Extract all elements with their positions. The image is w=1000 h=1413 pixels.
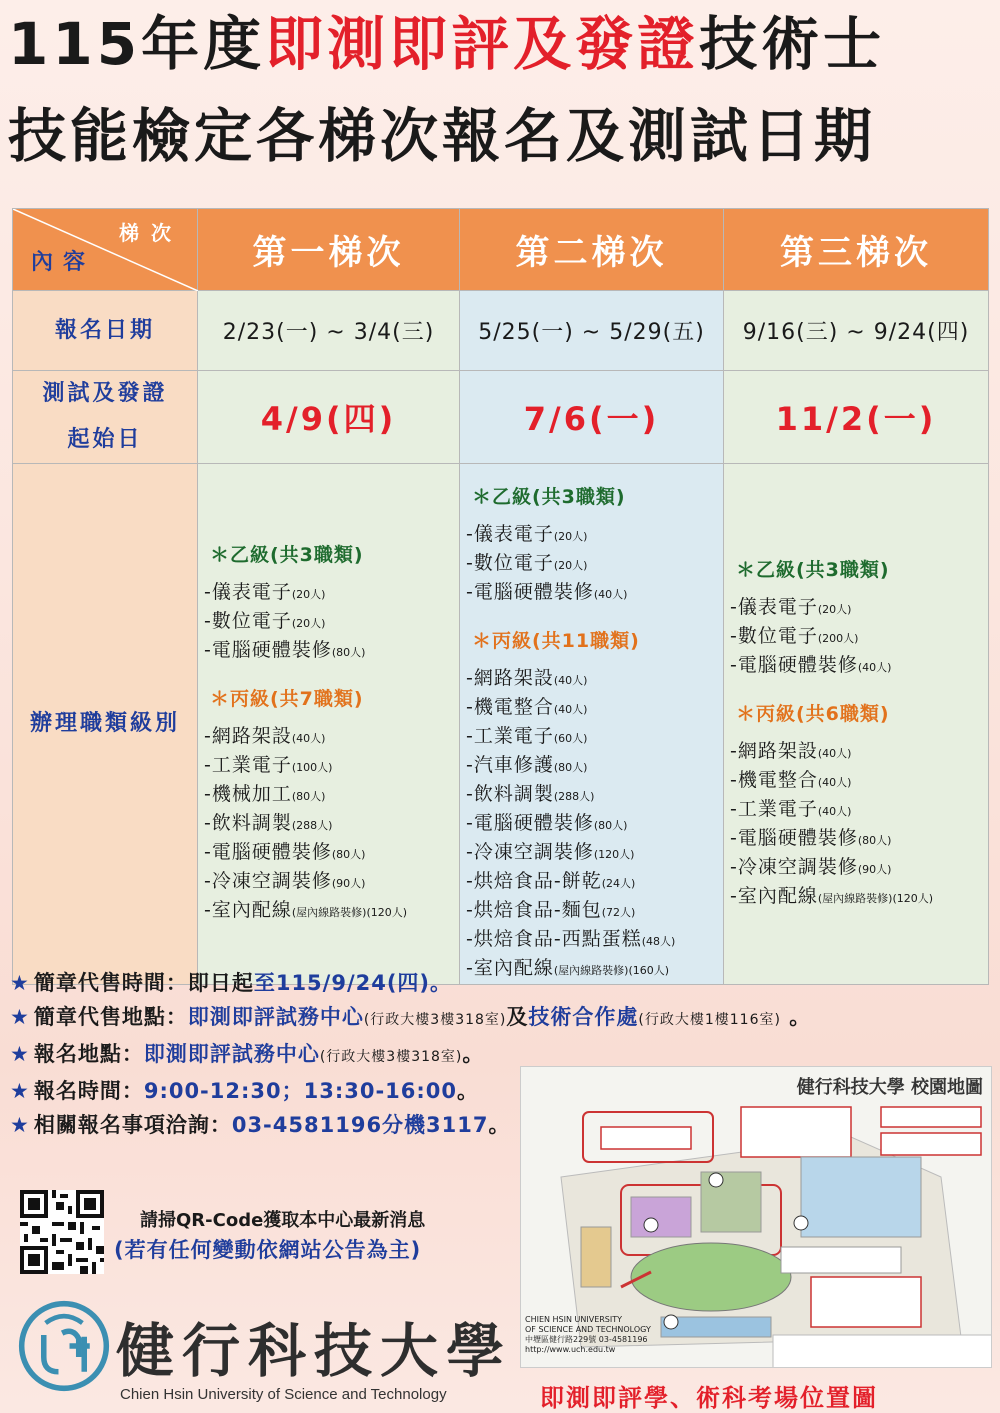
qr-code-icon[interactable] — [20, 1190, 104, 1274]
jobs-row — [13, 464, 989, 985]
list-item — [730, 883, 988, 912]
page-title-line-2: 技能檢定各梯次報名及測試日期 — [8, 102, 877, 170]
header-batch-3: 第三梯次 — [724, 209, 989, 291]
sale-place-and: 及 — [506, 1005, 529, 1029]
job-quota: (80人) — [553, 761, 588, 774]
list-item — [204, 868, 459, 897]
sale-place-1-note: (行政大樓3樓318室) — [363, 1012, 507, 1028]
sale-place-end: 。 — [780, 1005, 812, 1029]
jobs-cell-2 — [460, 464, 724, 985]
job-name: -機械加工 — [204, 783, 292, 805]
star-icon: ★ — [10, 1079, 30, 1103]
job-name: -儀表電子 — [204, 581, 292, 603]
job-name: -網路架設 — [730, 739, 818, 762]
list-item — [204, 579, 459, 608]
reg-place-label: 報名地點： — [33, 1042, 144, 1066]
reg-place-note: (行政大樓3樓318室) — [319, 1049, 463, 1065]
job-quota: (80人) — [593, 819, 628, 832]
job-name: -機電整合 — [466, 696, 554, 718]
title-suffix: 技術士 — [699, 10, 886, 78]
job-name: -冷凍空調裝修 — [466, 841, 594, 863]
job-name: -工業電子 — [204, 754, 292, 776]
qr-instruction: 請掃QR-Code獲取本中心最新消息 — [140, 1210, 426, 1231]
row-label-jobs: 辦理職類級別 — [13, 464, 198, 985]
list-item — [466, 926, 723, 955]
map-caption: 即測即評學、術科考場位置圖 — [540, 1384, 878, 1412]
list-item — [730, 767, 988, 796]
title-year: 115年度 — [8, 10, 266, 78]
job-quota: (80人) — [857, 833, 892, 847]
row-label-test — [13, 371, 198, 464]
list-item — [466, 694, 723, 723]
list-item — [730, 796, 988, 825]
info-sale-time — [10, 966, 811, 1000]
job-quota: (屋內線路裝修)(120人) — [291, 906, 408, 919]
reg-date-3: 9/16(三) ~ 9/24(四) — [724, 291, 989, 371]
jobs-cell-3 — [724, 464, 989, 985]
spacer — [730, 681, 988, 697]
job-quota: (40人) — [291, 732, 326, 745]
level-b-title: ＊乙級(共3職類) — [736, 558, 890, 581]
star-icon: ★ — [10, 1042, 30, 1066]
sale-place-1: 即測即評試務中心 — [187, 1005, 364, 1029]
list-item — [466, 521, 723, 550]
list-item — [730, 652, 988, 681]
job-name: -網路架設 — [204, 725, 292, 747]
test-date-2: 7/6(一) — [460, 371, 724, 464]
spacer — [204, 666, 459, 682]
job-name: -室內配線 — [730, 884, 818, 907]
list-item — [204, 608, 459, 637]
header-row — [13, 209, 989, 291]
list-item — [204, 897, 459, 926]
university-name-cn: 健行科技大學 — [116, 1317, 513, 1385]
reg-time-label: 報名時間： — [33, 1079, 144, 1103]
list-item — [466, 781, 723, 810]
university-logo-icon — [18, 1300, 110, 1392]
job-name: -工業電子 — [466, 725, 554, 747]
list-item — [466, 550, 723, 579]
job-name: -電腦硬體裝修 — [466, 812, 594, 834]
level-c-title: ＊丙級(共7職類) — [210, 688, 364, 710]
job-name: -機電整合 — [730, 768, 818, 791]
job-name: -室內配線 — [204, 899, 292, 921]
list-item — [204, 637, 459, 666]
spacer — [466, 608, 723, 624]
job-quota: (40人) — [817, 775, 852, 789]
map-title: 健行科技大學 校園地圖 — [796, 1077, 983, 1098]
info-sale-place — [10, 1000, 811, 1037]
job-name: -數位電子 — [204, 610, 292, 632]
job-quota: (20人) — [553, 559, 588, 572]
job-quota: (288人) — [291, 819, 333, 832]
row-label-test-a: 測試及發證 — [42, 381, 168, 406]
job-name: -汽車修護 — [466, 754, 554, 776]
title-highlight: 即測即評及發證 — [265, 10, 700, 78]
job-quota: (80人) — [331, 848, 366, 861]
job-quota: (屋內線路裝修)(120人) — [817, 891, 934, 905]
reg-time-end: 。 — [457, 1079, 480, 1103]
level-b-title: ＊乙級(共3職類) — [472, 486, 626, 508]
reg-time-value: 9:00-12:30；13:30-16:00 — [143, 1079, 458, 1103]
university-name-en: Chien Hsin University of Science and Technology — [120, 1386, 447, 1403]
list-item — [466, 579, 723, 608]
job-quota: (40人) — [817, 804, 852, 818]
job-name: -數位電子 — [730, 624, 818, 647]
job-quota: (40人) — [817, 746, 852, 760]
reg-date-1: 2/23(一) ~ 3/4(三) — [198, 291, 460, 371]
reg-date-2: 5/25(一) ~ 5/29(五) — [460, 291, 724, 371]
jobs-cell-1 — [198, 464, 460, 985]
job-quota: (24人) — [601, 877, 636, 890]
job-quota: (屋內線路裝修)(160人) — [553, 964, 670, 977]
level-c-title: ＊丙級(共11職類) — [472, 630, 640, 652]
job-name: -飲料調製 — [466, 783, 554, 805]
list-item — [730, 738, 988, 767]
test-date-3: 11/2(一) — [724, 371, 989, 464]
level-b-title: ＊乙級(共3職類) — [210, 544, 364, 566]
job-name: -網路架設 — [466, 667, 554, 689]
job-quota: (200人) — [817, 631, 859, 645]
row-label-registration: 報名日期 — [13, 291, 198, 371]
star-icon: ★ — [10, 971, 30, 995]
job-quota: (40人) — [857, 660, 892, 674]
list-item — [466, 665, 723, 694]
job-name: -冷凍空調裝修 — [204, 870, 332, 892]
level-c-title: ＊丙級(共6職類) — [736, 702, 890, 725]
job-name: -儀表電子 — [466, 523, 554, 545]
corner-label-batch: 梯次 — [119, 221, 183, 245]
list-item — [204, 839, 459, 868]
job-quota: (20人) — [291, 588, 326, 601]
sale-place-2: 技術合作處 — [528, 1005, 639, 1029]
campus-map[interactable] — [520, 1066, 992, 1368]
sale-place-2-note: (行政大樓1樓116室) — [638, 1012, 781, 1028]
job-name: -電腦硬體裝修 — [204, 841, 332, 863]
job-name: -電腦硬體裝修 — [204, 639, 332, 661]
list-item — [466, 810, 723, 839]
contact-value: 03-4581196分機3117 — [231, 1113, 489, 1137]
contact-end: 。 — [488, 1113, 511, 1137]
job-name: -儀表電子 — [730, 595, 818, 618]
map-note-line-3: 中壢區健行路229號 03-4581196 — [525, 1335, 648, 1344]
row-label-test-b: 起始日 — [67, 427, 143, 452]
job-quota: (40人) — [593, 588, 628, 601]
list-item — [730, 825, 988, 854]
list-item — [204, 723, 459, 752]
job-name: -烘焙食品-餅乾 — [466, 870, 602, 892]
job-quota: (288人) — [553, 790, 595, 803]
job-name: -烘焙食品-西點蛋糕 — [466, 928, 642, 950]
corner-label-content: 內容 — [31, 250, 96, 275]
sale-time-label: 簡章代售時間：即日起 — [33, 971, 254, 995]
list-item — [466, 723, 723, 752]
corner-cell — [13, 209, 198, 291]
star-icon: ★ — [10, 1113, 30, 1137]
contact-label: 相關報名事項洽詢： — [33, 1113, 232, 1137]
map-note-line-1: CHIEN HSIN UNIVERSITY — [525, 1315, 623, 1324]
list-item — [204, 781, 459, 810]
sale-place-label: 簡章代售地點： — [33, 1005, 188, 1029]
schedule-table — [12, 208, 989, 985]
job-quota: (20人) — [291, 617, 326, 630]
list-item — [466, 897, 723, 926]
job-name: -數位電子 — [466, 552, 554, 574]
job-quota: (60人) — [553, 732, 588, 745]
job-name: -室內配線 — [466, 957, 554, 979]
test-date-row — [13, 371, 989, 464]
map-note-line-4: http://www.uch.edu.tw — [525, 1345, 616, 1354]
test-date-1: 4/9(四) — [198, 371, 460, 464]
job-quota: (48人) — [641, 935, 676, 948]
header-batch-1: 第一梯次 — [198, 209, 460, 291]
list-item — [730, 594, 988, 623]
map-note-line-2: OF SCIENCE AND TECHNOLOGY — [525, 1325, 651, 1334]
job-name: -電腦硬體裝修 — [730, 826, 858, 849]
reg-place-end: 。 — [462, 1042, 485, 1066]
job-name: -電腦硬體裝修 — [730, 653, 858, 676]
page-title-line-1 — [8, 12, 998, 76]
job-name: -烘焙食品-麵包 — [466, 899, 602, 921]
job-quota: (20人) — [553, 530, 588, 543]
reg-place-value: 即測即評試務中心 — [143, 1042, 320, 1066]
job-quota: (40人) — [553, 674, 588, 687]
job-name: -冷凍空調裝修 — [730, 855, 858, 878]
job-quota: (80人) — [331, 646, 366, 659]
map-address-note — [525, 1315, 651, 1355]
job-quota: (80人) — [291, 790, 326, 803]
job-name: -工業電子 — [730, 797, 818, 820]
list-item — [204, 810, 459, 839]
job-quota: (90人) — [857, 862, 892, 876]
job-name: -電腦硬體裝修 — [466, 581, 594, 603]
job-quota: (120人) — [593, 848, 635, 861]
list-item — [730, 854, 988, 883]
qr-disclaimer: (若有任何變動依網站公告為主) — [114, 1238, 422, 1262]
star-icon: ★ — [10, 1005, 30, 1029]
job-quota: (20人) — [817, 602, 852, 616]
job-name: -飲料調製 — [204, 812, 292, 834]
list-item — [466, 839, 723, 868]
header-batch-2: 第二梯次 — [460, 209, 724, 291]
registration-row — [13, 291, 989, 371]
job-quota: (100人) — [291, 761, 333, 774]
job-quota: (72人) — [601, 906, 636, 919]
job-quota: (40人) — [553, 703, 588, 716]
job-quota: (90人) — [331, 877, 366, 890]
list-item — [730, 623, 988, 652]
list-item — [204, 752, 459, 781]
sale-time-value: 至115/9/24(四)。 — [253, 971, 453, 995]
list-item — [466, 752, 723, 781]
list-item — [466, 868, 723, 897]
